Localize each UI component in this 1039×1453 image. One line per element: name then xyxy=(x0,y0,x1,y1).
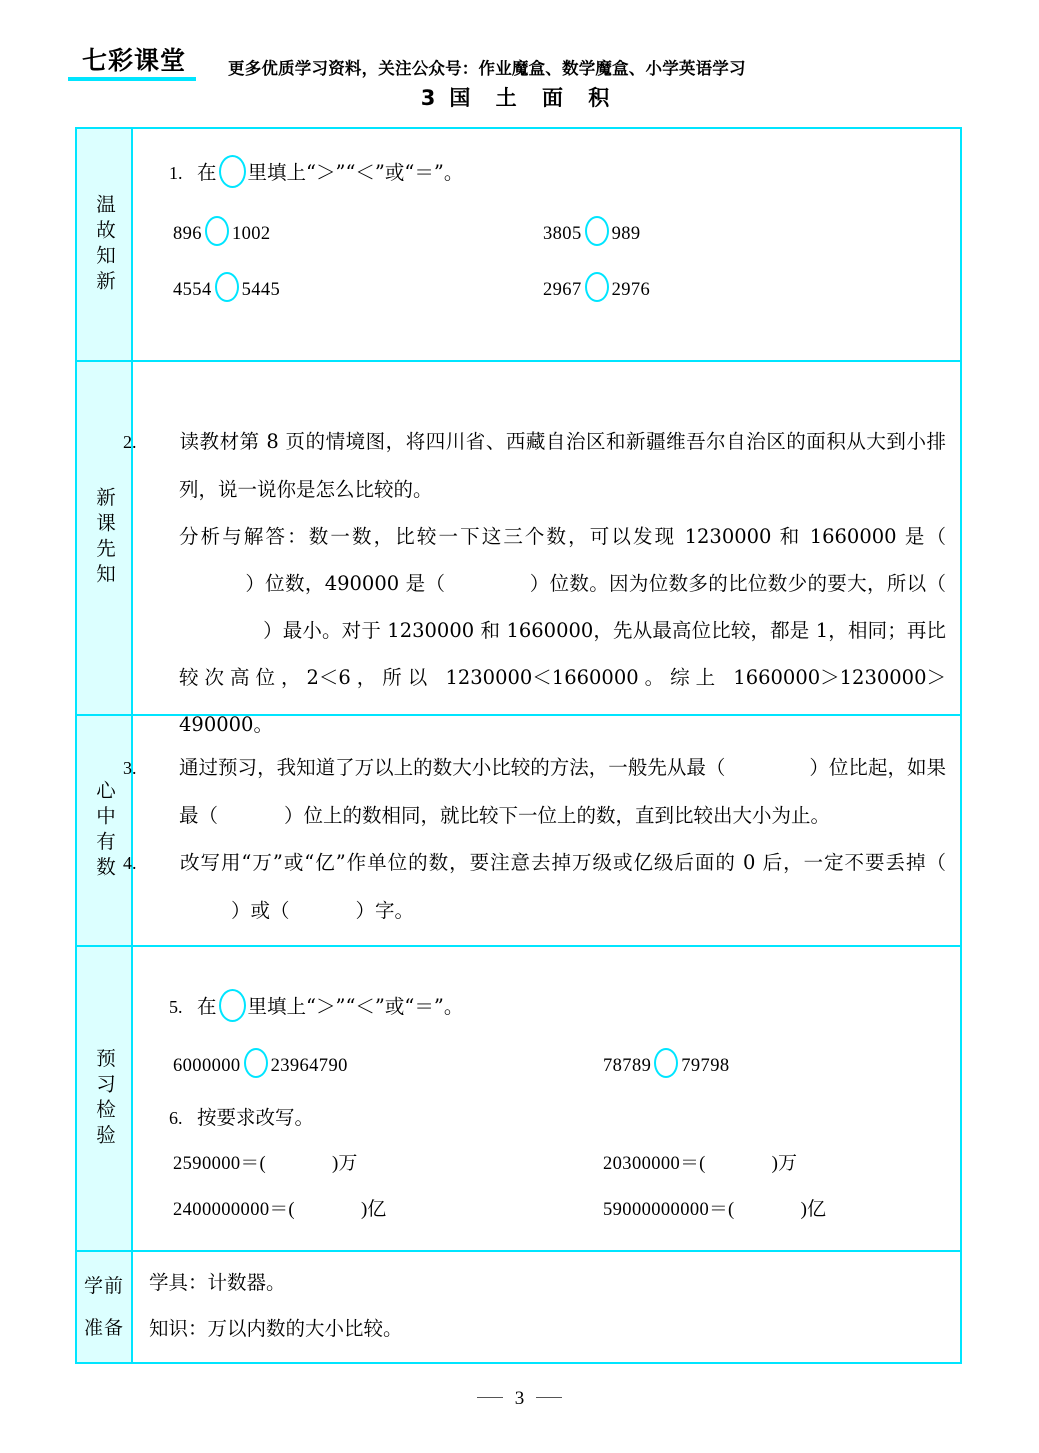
compare-row xyxy=(151,267,946,313)
worksheet-table xyxy=(75,127,962,1364)
compare-right-value: 2976 xyxy=(611,280,651,300)
footer-dash-right xyxy=(536,1397,562,1399)
rewrite-left: 20300000＝( xyxy=(603,1154,706,1174)
rewrite-left: 59000000000＝( xyxy=(603,1200,735,1220)
blank-circle-icon[interactable] xyxy=(654,1048,678,1078)
question-4-part-3: ）字。 xyxy=(355,899,415,922)
compare-left-value: 896 xyxy=(173,224,202,244)
blank-circle-icon[interactable] xyxy=(585,216,609,246)
question-1-prompt-before: 在 xyxy=(197,161,217,184)
compare-row xyxy=(151,211,946,257)
compare-item xyxy=(521,211,891,257)
section-label-check xyxy=(77,947,133,1250)
question-3-number: 3. xyxy=(123,758,137,778)
analysis-label: 分析与解答： xyxy=(179,525,309,548)
section-label-review xyxy=(77,129,133,360)
compare-item xyxy=(581,1043,951,1089)
section-label-line-2: 准备 xyxy=(83,1317,124,1339)
question-4 xyxy=(123,839,946,934)
question-4-number: 4. xyxy=(123,853,137,873)
section-body-preparation xyxy=(133,1252,960,1362)
compare-item xyxy=(151,211,521,257)
rewrite-right: )万 xyxy=(332,1153,358,1174)
section-label-preview xyxy=(77,362,133,714)
question-1-prompt xyxy=(151,147,946,199)
brand-logo xyxy=(68,46,200,81)
section-body-preview xyxy=(123,362,960,736)
compare-item xyxy=(151,1043,581,1089)
blank-circle-icon[interactable] xyxy=(219,155,246,188)
analysis-text-3: ）位数。因为位数多的比位数少的要大，所以（ xyxy=(529,572,946,595)
question-2-text: 读教材第 8 页的情境图，将四川省、西藏自治区和新疆维吾尔自治区的面积从大到小排列，说一说你是怎么比较的。 xyxy=(179,430,946,501)
compare-right-value: 1002 xyxy=(231,224,271,244)
question-2-analysis xyxy=(151,513,946,748)
question-1-prompt-after: 里填上“＞”“＜”或“＝”。 xyxy=(247,161,464,184)
compare-right-value: 5445 xyxy=(241,280,281,300)
compare-item xyxy=(521,267,891,313)
brand-logo-underline xyxy=(68,77,196,81)
section-label-line-1: 学前 xyxy=(83,1275,124,1297)
compare-left-value: 78789 xyxy=(603,1056,652,1076)
preparation-tools: 学具：计数器。 xyxy=(149,1271,286,1294)
promo-banner-text: 更多优质学习资料，关注公众号：作业魔盒、数学魔盒、小学英语学习 xyxy=(228,59,746,78)
rewrite-left: 2400000000＝( xyxy=(173,1200,295,1220)
section-preview xyxy=(77,362,960,736)
section-body-check xyxy=(133,947,965,1250)
question-5-prompt-before: 在 xyxy=(197,995,217,1018)
question-3-part-2: ）位比起，如果最（ xyxy=(179,756,946,827)
page-footer xyxy=(0,1388,1039,1410)
lesson-title: 国 土 面 积 xyxy=(449,86,619,110)
question-5-prompt xyxy=(151,981,951,1033)
section-label-text: 心中有数 xyxy=(93,779,116,882)
question-1-number: 1. xyxy=(169,163,183,183)
question-4-part-2: ）或（ xyxy=(231,899,290,922)
blank-circle-icon[interactable] xyxy=(585,272,609,302)
section-label-preparation xyxy=(77,1252,133,1362)
compare-row xyxy=(151,1043,951,1089)
rewrite-item xyxy=(151,1187,581,1233)
question-3-part-3: ）位上的数相同，就比较下一位上的数，直到比较出大小为止。 xyxy=(284,804,831,827)
section-body-review xyxy=(133,129,960,360)
analysis-text-1: 数一数，比较一下这三个数，可以发现 1230000 和 1660000 是（ xyxy=(308,525,946,548)
page-header xyxy=(0,0,1039,120)
question-6-number: 6. xyxy=(169,1108,183,1128)
page-number: 3 xyxy=(514,1388,525,1409)
blank-circle-icon[interactable] xyxy=(205,216,229,246)
rewrite-item xyxy=(581,1141,951,1187)
compare-right-value: 989 xyxy=(611,224,641,244)
rewrite-right: )亿 xyxy=(800,1199,826,1220)
rewrite-row xyxy=(151,1141,951,1187)
footer-dash-left xyxy=(477,1397,503,1399)
question-5-prompt-after: 里填上“＞”“＜”或“＝”。 xyxy=(247,995,464,1018)
compare-left-value: 3805 xyxy=(543,224,582,244)
analysis-text-4: ）最小。对于 1230000 和 1660000，先从最高位比较，都是 1，相同；再比较次高位，2＜6，所以 1230000＜1660000。综上 1660000＞1230000＞490000。 xyxy=(179,619,946,736)
compare-right-value: 79798 xyxy=(681,1056,730,1076)
section-review xyxy=(77,129,960,362)
brand-logo-text: 七彩课堂 xyxy=(81,46,186,75)
section-body-understanding xyxy=(123,716,960,945)
blank-circle-icon[interactable] xyxy=(215,272,239,302)
section-label-text-block xyxy=(84,1265,124,1349)
compare-right-value: 23964790 xyxy=(270,1056,348,1076)
section-preparation xyxy=(77,1252,960,1362)
question-4-part-1: 改写用“万”或“亿”作单位的数，要注意去掉万级或亿级后面的 0 后，一定不要丢掉（ xyxy=(179,851,946,874)
section-label-text: 预习检验 xyxy=(93,1047,116,1150)
question-3-part-1: 通过预习，我知道了万以上的数大小比较的方法，一般先从最（ xyxy=(179,756,726,779)
question-6-text: 按要求改写。 xyxy=(197,1106,315,1129)
section-understanding xyxy=(77,716,960,947)
analysis-text-2: ）位数，490000 是（ xyxy=(245,572,446,595)
section-label-text: 新课先知 xyxy=(93,487,116,589)
page-title xyxy=(0,82,1039,112)
preparation-knowledge: 知识：万以内数的大小比较。 xyxy=(149,1317,403,1340)
rewrite-item xyxy=(581,1187,951,1233)
section-label-text: 温故知新 xyxy=(93,193,116,296)
rewrite-row xyxy=(151,1187,951,1233)
question-3 xyxy=(123,744,946,839)
compare-left-value: 6000000 xyxy=(173,1056,241,1076)
section-check xyxy=(77,947,960,1252)
rewrite-item xyxy=(151,1141,581,1187)
compare-left-value: 4554 xyxy=(173,280,212,300)
rewrite-right: )万 xyxy=(771,1153,797,1174)
question-6-prompt xyxy=(151,1095,951,1141)
compare-left-value: 2967 xyxy=(543,280,582,300)
question-2-number: 2. xyxy=(123,432,137,452)
question-5-number: 5. xyxy=(169,997,183,1017)
question-2 xyxy=(123,418,946,513)
blank-circle-icon[interactable] xyxy=(219,989,246,1022)
blank-circle-icon[interactable] xyxy=(244,1048,268,1078)
rewrite-left: 2590000＝( xyxy=(173,1154,267,1174)
lesson-number: 3 xyxy=(420,86,436,110)
compare-item xyxy=(151,267,521,313)
rewrite-right: )亿 xyxy=(360,1199,387,1220)
